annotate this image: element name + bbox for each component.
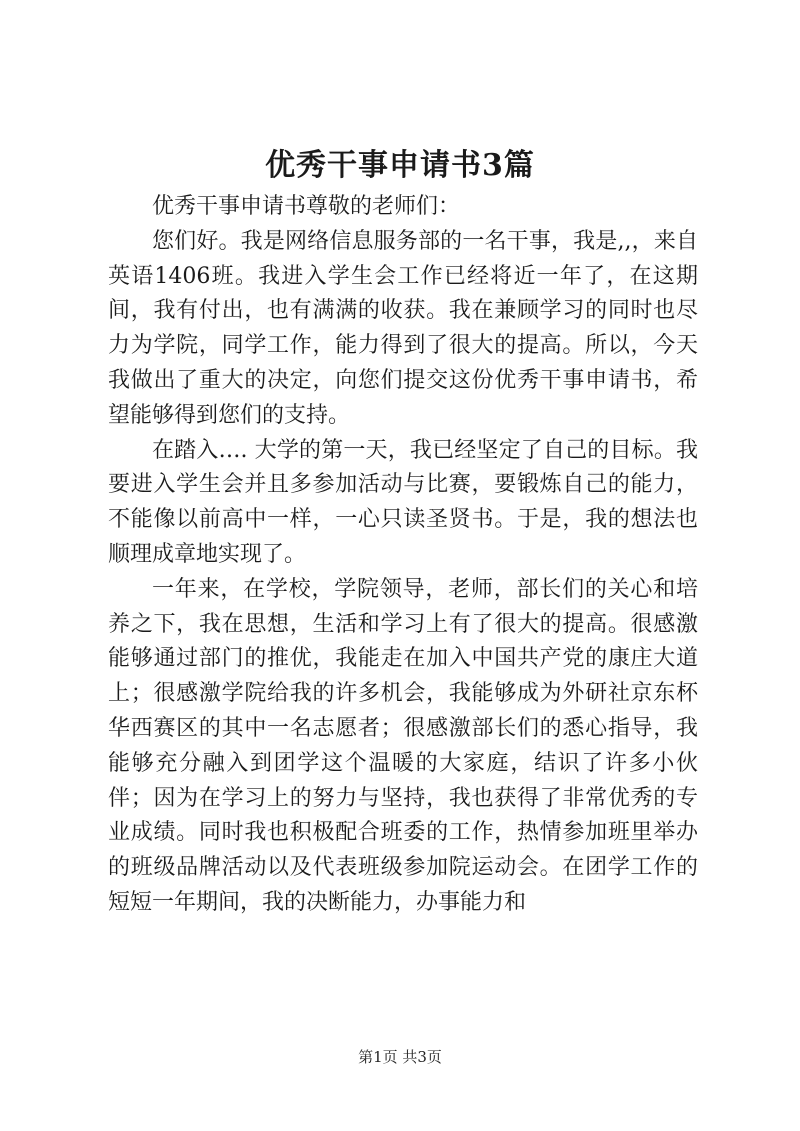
achievement-paragraph: 一年来，在学校，学院领导，老师，部长们的关心和培养之下，我在思想，生活和学习上有了很大的提高。很感激能够通过部门的推优，我能走在加入中国共产党的康庄大道上；很感激学院给我的许多机会，我能够成为外研社京东杯华西赛区的其中一名志愿者；很感激部长们的悉心指导，我能够充分融入到团学这个温暖的大家庭，结识了许多小伙伴；因为在学习上的努力与坚持，我也获得了非常优秀的专业成绩。同时我也积极配合班委的工作，热情参加班里举办的班级品牌活动以及代表班级参加院运动会。在团学工作的短短一年期间，我的决断能力，办事能力和 <box>108 576 698 915</box>
document-title: 优秀干事申请书3篇 <box>265 148 535 183</box>
goal-paragraph: 在踏入…. 大学的第一天，我已经坚定了自己的目标。我要进入学生会并且多参加活动与比赛，要锻炼自己的能力，不能像以前高中一样，一心只读圣贤书。于是，我的想法也顺理成章地实现了。 <box>108 437 698 567</box>
intro-paragraph: 您们好。我是网络信息服务部的一名干事，我是,,，来自英语1406班。我进入学生会工作已经将近一年了，在这期间，我有付出，也有满满的收获。我在兼顾学习的同时也尽力为学院，同学工作，能力得到了很大的提高。所以，今天我做出了重大的决定，向您们提交这份优秀干事申请书，希望能够得到您们的支持。 <box>108 228 698 428</box>
document-body <box>108 190 698 921</box>
page-footer: 第1页 共3页 <box>358 1048 442 1066</box>
greeting-paragraph: 优秀干事申请书尊敬的老师们： <box>152 194 461 219</box>
